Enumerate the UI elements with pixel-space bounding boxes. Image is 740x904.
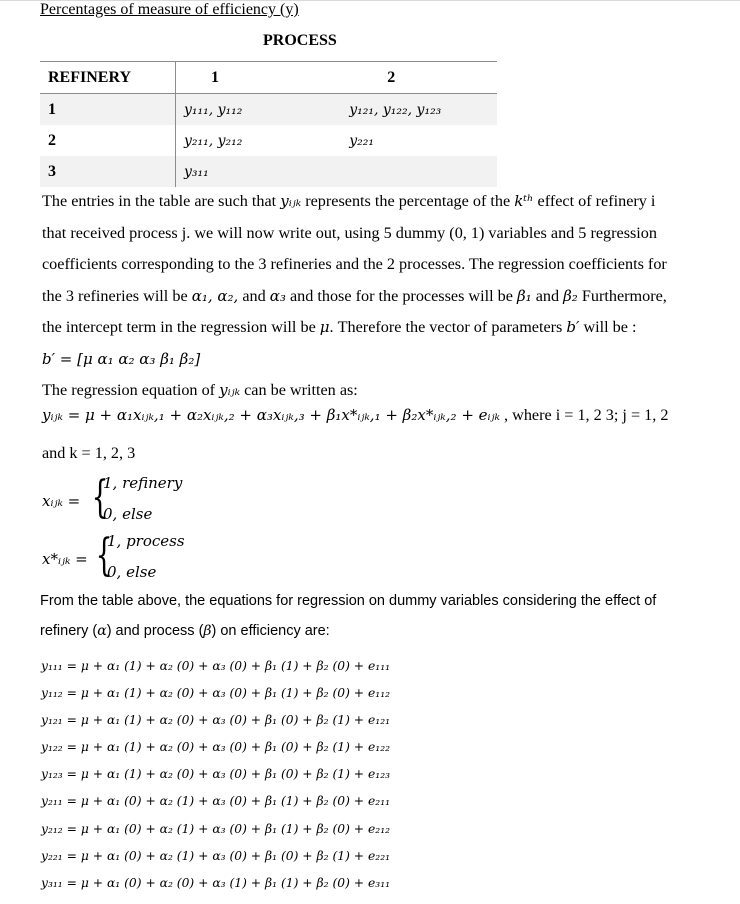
regression-index-range: , where i = 1, 2 3; j = 1, 2 <box>500 406 669 424</box>
table-cell: y₁₂₁, y₁₂₂, y₁₂₃ <box>341 94 497 126</box>
dummy-equation: y₃₁₁ = μ + α₁ (0) + α₂ (0) + α₃ (1) + β₁ (1) + β₂ (0) + e₃₁₁ <box>41 875 391 890</box>
process-indicator <box>42 530 242 588</box>
table-row <box>40 156 497 187</box>
text-run: . Therefore the vector of parameters <box>329 318 567 336</box>
indicator-lhs: x*ᵢⱼₖ = <box>42 550 88 568</box>
math-beta1: β₁ <box>516 286 532 305</box>
math-alpha: α₁, α₂, <box>191 286 239 305</box>
paragraph-line <box>42 186 732 218</box>
paragraph-line <box>42 281 732 313</box>
dummy-intro-line <box>40 623 730 639</box>
math-mu: μ <box>319 318 330 336</box>
text-run: effect of refinery i <box>533 192 656 210</box>
dummy-equation: y₂₁₂ = μ + α₁ (0) + α₂ (1) + α₃ (0) + β₁ (1) + β₂ (0) + e₂₁₂ <box>41 821 391 836</box>
paragraph-line <box>42 312 732 344</box>
text-run: and <box>531 286 564 305</box>
paragraph-line: coefficients corresponding to the 3 refineries and the 2 processes. The regression coefficients for <box>42 255 667 273</box>
refinery-label: 2 <box>48 131 56 149</box>
text-run: refinery ( <box>40 623 98 639</box>
text-run: the intercept term in the regression will be <box>42 318 320 336</box>
text-run: and those for the processes will be <box>285 286 517 305</box>
refinery-label: 3 <box>48 162 56 180</box>
table-cell: y₂₂₁ <box>349 132 374 149</box>
math-yijk: yᵢⱼₖ <box>280 192 302 210</box>
math-b-prime: b′ <box>566 318 580 336</box>
dummy-equation-list <box>41 653 390 897</box>
table-header-row <box>40 62 497 94</box>
parameter-vector: b′ = [μ α₁ α₂ α₃ β₁ β₂] <box>42 349 201 368</box>
regression-formula: yᵢⱼₖ = μ + α₁xᵢⱼₖ,₁ + α₂xᵢⱼₖ,₂ + α₃xᵢⱼₖ,₃ + β₁x*ᵢⱼₖ,₁ + β₂x*ᵢⱼₖ,₂ + eᵢⱼₖ <box>42 406 500 424</box>
dummy-equation: y₂₁₁ = μ + α₁ (0) + α₂ (1) + α₃ (0) + β₁ (1) + β₂ (0) + e₂₁₁ <box>41 794 391 809</box>
process-2-column-header: 2 <box>341 62 497 94</box>
text-run: can be written as: <box>240 381 358 399</box>
text-run: represents the percentage of the <box>301 192 515 210</box>
indicator-case-2: 0, else <box>103 505 153 523</box>
dummy-equation: y₁₂₁ = μ + α₁ (1) + α₂ (0) + α₃ (0) + β₁ (0) + β₂ (1) + e₁₂₁ <box>41 713 391 728</box>
table-cell <box>341 156 497 187</box>
math-kth: kᵗʰ <box>514 192 534 210</box>
math-alpha: α <box>97 623 107 639</box>
text-run: ) and process ( <box>106 623 204 639</box>
text-run: the 3 refineries will be <box>42 286 192 305</box>
explanation-paragraph <box>42 186 732 407</box>
math-beta: β <box>203 623 212 639</box>
text-run: Furthermore, <box>577 286 667 305</box>
brace-symbol: { <box>95 530 113 581</box>
dummy-equation: y₁₂₂ = μ + α₁ (1) + α₂ (0) + α₃ (0) + β₁ (0) + β₂ (1) + e₁₂₂ <box>41 740 391 755</box>
indicator-case-1: 1, refinery <box>103 474 183 492</box>
indicator-case-1: 1, process <box>107 532 185 550</box>
table-row <box>40 125 497 156</box>
text-run: ) on efficiency are: <box>211 623 330 639</box>
dummy-equation: y₁₂₃ = μ + α₁ (1) + α₂ (0) + α₃ (0) + β₁ (0) + β₂ (1) + e₁₂₃ <box>41 767 391 782</box>
dummy-equation: y₁₁₁ = μ + α₁ (1) + α₂ (0) + α₃ (0) + β₁ (1) + β₂ (0) + e₁₁₁ <box>41 659 391 673</box>
indicator-lhs: xᵢⱼₖ = <box>42 492 81 510</box>
refinery-column-header: REFINERY <box>40 62 176 94</box>
text-run: will be : <box>579 318 637 336</box>
indicator-case-2: 0, else <box>107 563 157 581</box>
math-yijk: yᵢⱼₖ <box>219 381 241 399</box>
dummy-equation: y₂₂₁ = μ + α₁ (0) + α₂ (1) + α₃ (0) + β₁ (0) + β₂ (1) + e₂₂₁ <box>41 848 391 863</box>
brace-symbol: { <box>91 472 109 523</box>
regression-equation <box>42 406 668 425</box>
table-row <box>40 94 497 126</box>
process-1-column-header: 1 <box>176 62 342 94</box>
math-alpha3: α₃ <box>269 286 286 305</box>
paragraph-line <box>42 375 732 407</box>
text-run: and <box>238 286 270 305</box>
text-run: The regression equation of <box>42 381 220 399</box>
table-cell: y₁₁₁, y₁₁₂ <box>176 94 342 126</box>
process-header: PROCESS <box>263 32 337 49</box>
refinery-indicator <box>42 472 242 530</box>
dummy-equation: y₁₁₂ = μ + α₁ (1) + α₂ (0) + α₃ (0) + β₁ (1) + β₂ (0) + e₁₁₂ <box>41 686 391 701</box>
table-caption: Percentages of measure of efficiency (y) <box>40 1 299 18</box>
table-cell: y₃₁₁ <box>176 156 342 187</box>
text-run: The entries in the table are such that <box>42 192 281 210</box>
refinery-process-table <box>40 61 497 187</box>
dummy-intro-line: From the table above, the equations for regression on dummy variables considering the effect of <box>40 593 657 609</box>
k-range: and k = 1, 2, 3 <box>42 444 136 462</box>
paragraph-line: that received process j. we will now write out, using 5 dummy (0, 1) variables and 5 regression <box>42 223 657 242</box>
refinery-label: 1 <box>48 100 56 118</box>
math-beta2: β₂ <box>563 286 578 305</box>
table-cell: y₂₁₁, y₂₁₂ <box>184 132 243 149</box>
